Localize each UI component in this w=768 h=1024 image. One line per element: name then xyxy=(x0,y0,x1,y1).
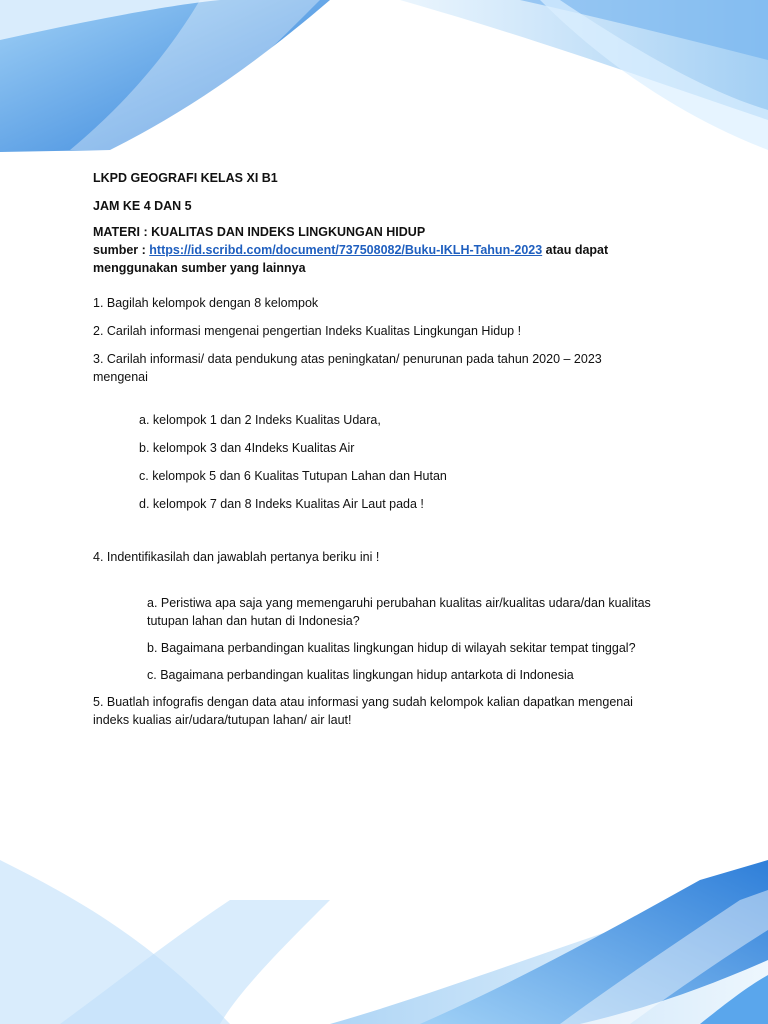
sumber-continuation: menggunakan sumber yang lainnya xyxy=(93,261,306,275)
sumber-link[interactable]: https://id.scribd.com/document/737508082/Buku-IKLH-Tahun-2023 xyxy=(149,243,543,257)
sumber-suffix: atau dapat xyxy=(542,243,609,257)
task-4-b: b. Bagaimana perbandingan kualitas lingkungan hidup di wilayah sekitar tempat tinggal? xyxy=(147,641,636,655)
schedule-line: JAM KE 4 DAN 5 xyxy=(93,199,192,213)
task-4-a-line-1: a. Peristiwa apa saja yang memengaruhi perubahan kualitas air/kualitas udara/dan kualitas xyxy=(147,596,651,610)
sumber-label: sumber : xyxy=(93,243,150,257)
task-3-line-2: mengenai xyxy=(93,370,148,384)
task-3-item-a: a. kelompok 1 dan 2 Indeks Kualitas Udara, xyxy=(139,413,381,427)
task-5-line-1: 5. Buatlah infografis dengan data atau informasi yang sudah kelompok kalian dapatkan mengenai xyxy=(93,695,633,709)
task-4-a-line-2: tutupan lahan dan hutan di Indonesia? xyxy=(147,614,360,628)
sumber-line xyxy=(93,241,608,259)
task-3-line-1: 3. Carilah informasi/ data pendukung atas peningkatan/ penurunan pada tahun 2020 – 2023 xyxy=(93,352,602,366)
task-3-item-b: b. kelompok 3 dan 4Indeks Kualitas Air xyxy=(139,441,355,455)
task-3-item-d: d. kelompok 7 dan 8 Indeks Kualitas Air Laut pada ! xyxy=(139,497,424,511)
task-5-line-2: indeks kualias air/udara/tutupan lahan/ air laut! xyxy=(93,713,352,727)
materi-line: MATERI : KUALITAS DAN INDEKS LINGKUNGAN HIDUP xyxy=(93,225,426,239)
task-3-item-c: c. kelompok 5 dan 6 Kualitas Tutupan Lahan dan Hutan xyxy=(139,469,447,483)
task-2: 2. Carilah informasi mengenai pengertian Indeks Kualitas Lingkungan Hidup ! xyxy=(93,324,522,338)
task-4-c: c. Bagaimana perbandingan kualitas lingkungan hidup antarkota di Indonesia xyxy=(147,668,574,682)
task-1: 1. Bagilah kelompok dengan 8 kelompok xyxy=(93,296,319,310)
worksheet-title: LKPD GEOGRAFI KELAS XI B1 xyxy=(93,171,278,185)
task-4: 4. Indentifikasilah dan jawablah pertanya beriku ini ! xyxy=(93,550,380,564)
